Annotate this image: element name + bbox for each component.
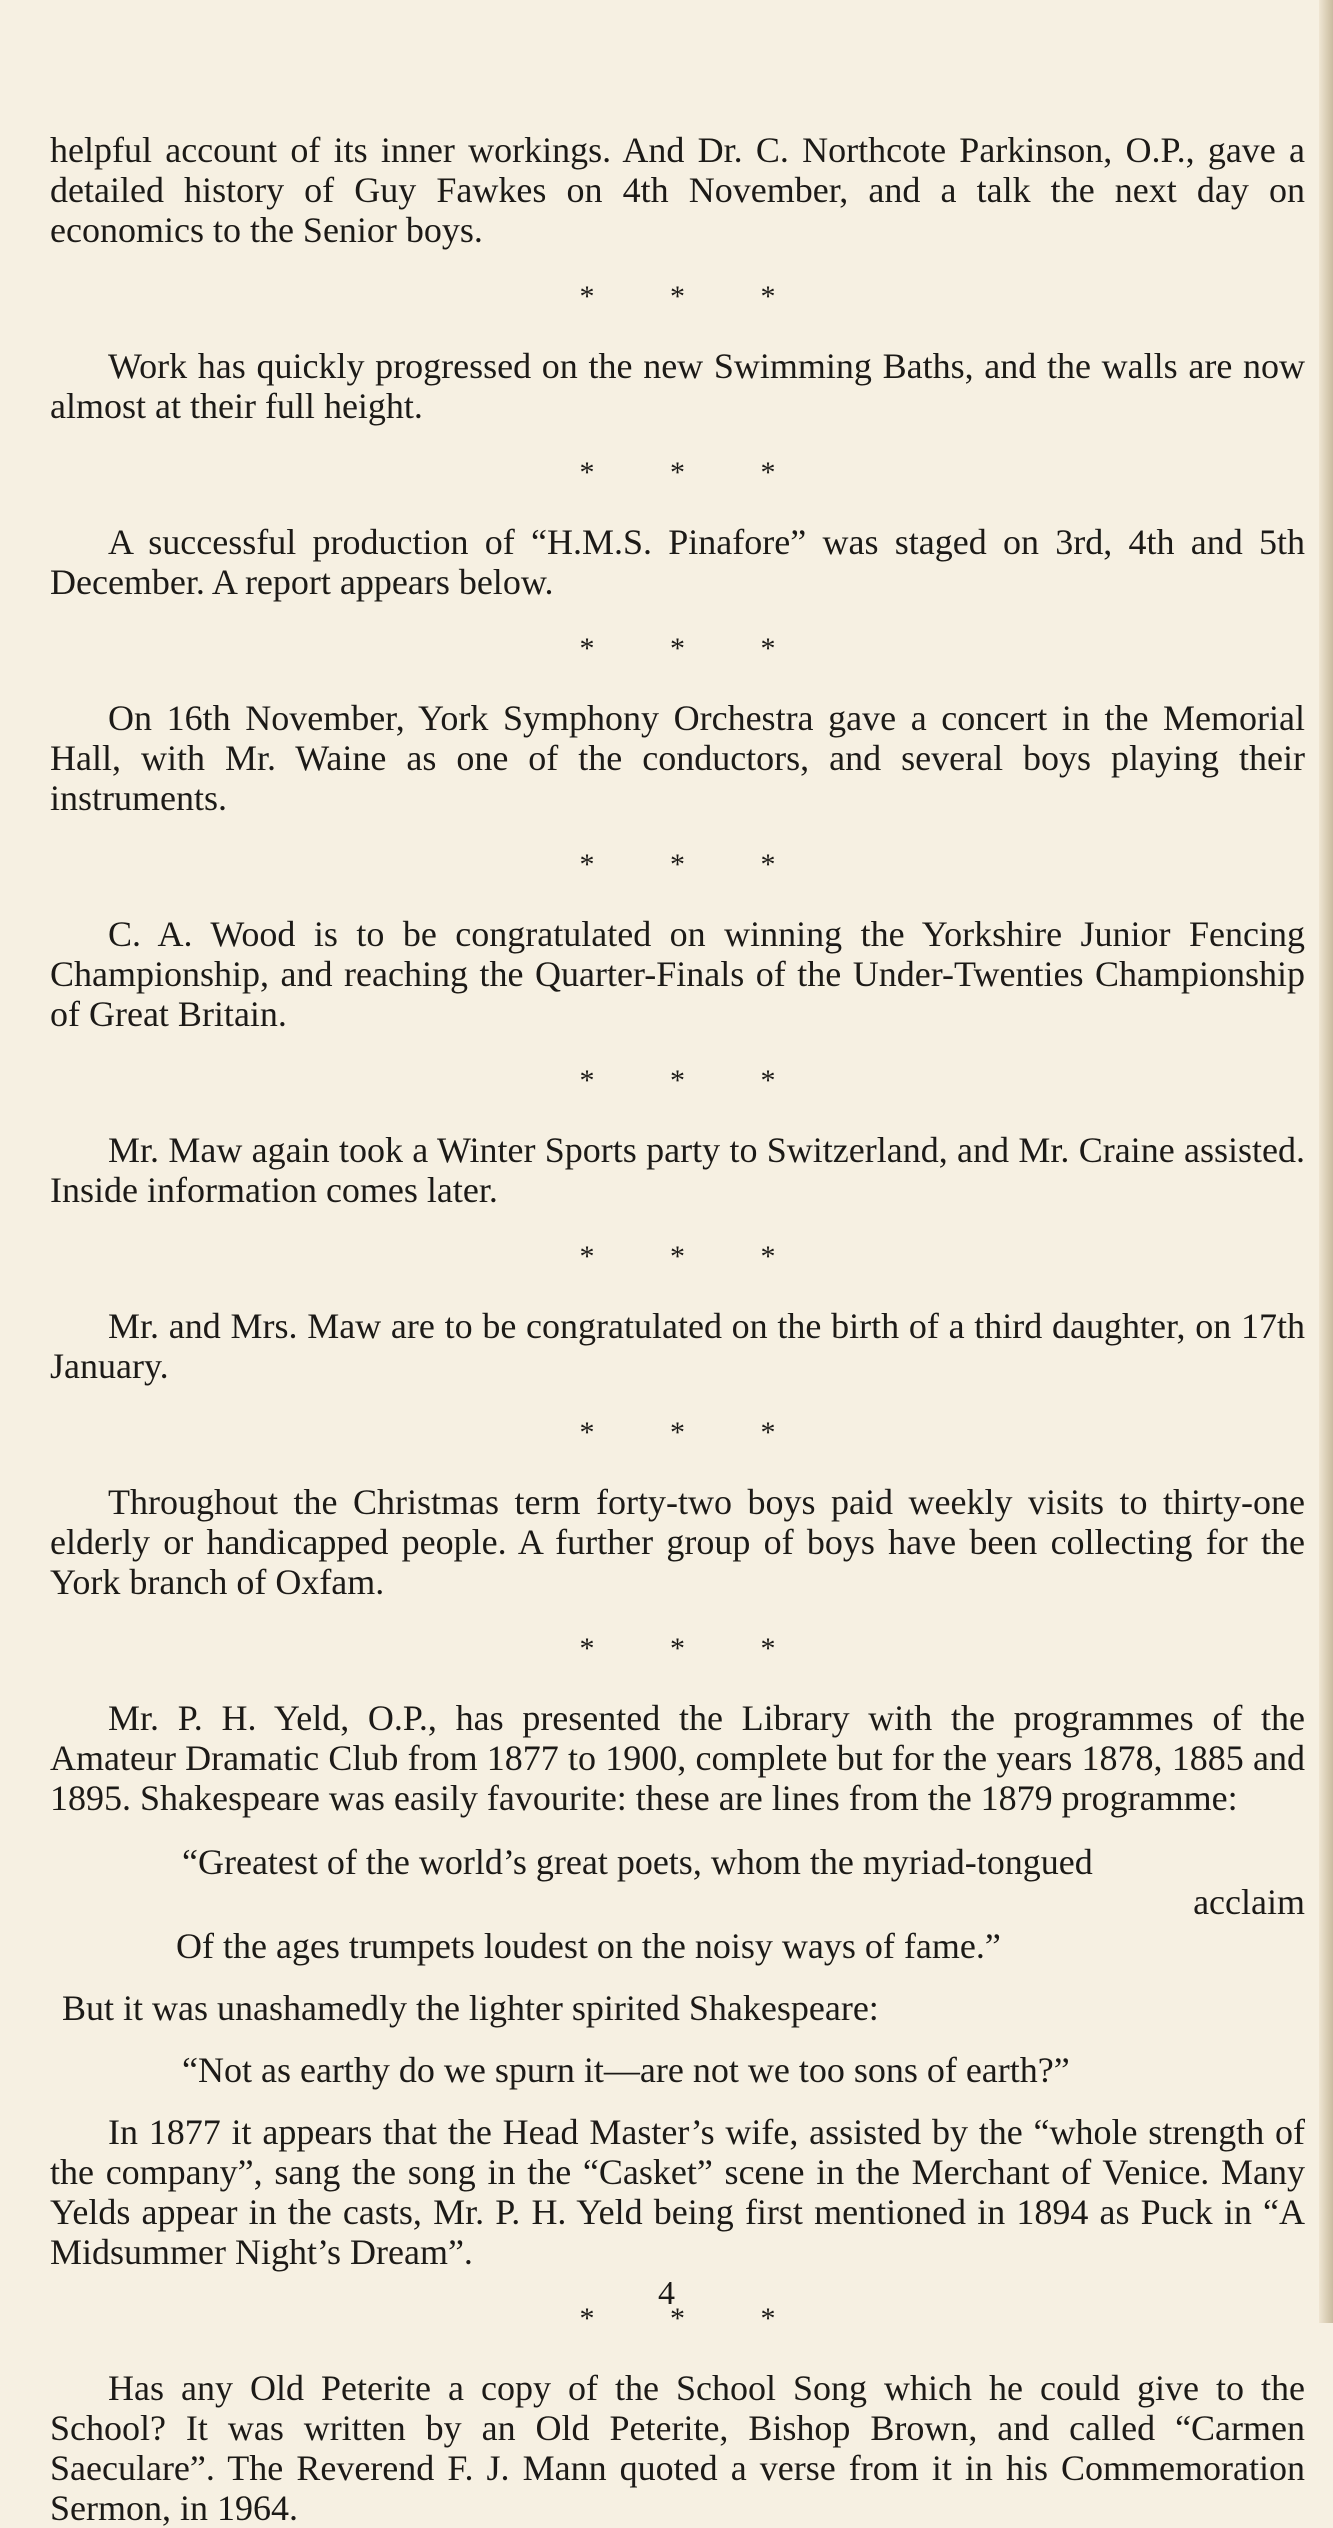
separator-stars: * * *: [579, 280, 810, 313]
separator-stars: * * *: [579, 632, 810, 665]
paragraph-visits: Throughout the Christmas term forty-two boys paid weekly visits to thirty-one elderly or handicapped people. A further group of boys have been collecting for the York branch of Oxfam.: [50, 1482, 1305, 1602]
separator-stars: * * *: [579, 2302, 810, 2335]
separator-stars: * * *: [579, 1416, 810, 1449]
quote-line-2: Of the ages trumpets loudest on the noisy ways of fame.”: [176, 1926, 1001, 1966]
quote-line-3: “Not as earthy do we spurn it—are not we too sons of earth?”: [182, 2050, 1070, 2090]
quote-line-1-continuation: acclaim: [1193, 1882, 1305, 1922]
paragraph-birth: Mr. and Mrs. Maw are to be congratulated on the birth of a third daughter, on 17th January.: [50, 1306, 1305, 1386]
page-number: 4: [658, 2275, 675, 2312]
paragraph-fencing: C. A. Wood is to be congratulated on winning the Yorkshire Junior Fencing Championship, and reaching the Quarter-Finals of the Under-Twenties Championship of Great Britain.: [50, 914, 1305, 1034]
paragraph-swimming-baths: Work has quickly progressed on the new Swimming Baths, and the walls are now almost at their full height.: [50, 346, 1305, 426]
paragraph-school-song: Has any Old Peterite a copy of the School Song which he could give to the School? It was written by an Old Peterite, Bishop Brown, and called “Carmen Saeculare”. The Reverend F. J. Mann quoted a verse from it in his Commemoration Sermon, in 1964.: [50, 2368, 1305, 2528]
paragraph-parkinson: helpful account of its inner workings. And Dr. C. Northcote Parkinson, O.P., gave a detailed history of Guy Fawkes on 4th November, and a talk the next day on economics to the Senior boys.: [50, 130, 1305, 250]
separator-stars: * * *: [579, 1064, 810, 1097]
paragraph-orchestra: On 16th November, York Symphony Orchestra gave a concert in the Memorial Hall, with Mr. Waine as one of the conductors, and several boys playing their instruments.: [50, 698, 1305, 818]
paragraph-winter-sports: Mr. Maw again took a Winter Sports party to Switzerland, and Mr. Craine assisted. Inside information comes later.: [50, 1130, 1305, 1210]
paragraph-library-programmes: Mr. P. H. Yeld, O.P., has presented the Library with the programmes of the Amateur Dramatic Club from 1877 to 1900, complete but for the years 1878, 1885 and 1895. Shakespeare was easily favourite: these are lines from the 1879 programme:: [50, 1698, 1305, 1818]
paragraph-pinafore: A successful production of “H.M.S. Pinafore” was staged on 3rd, 4th and 5th December. A report appears below.: [50, 522, 1305, 602]
text-line-lighter-shakespeare: But it was unashamedly the lighter spirited Shakespeare:: [62, 1988, 879, 2028]
separator-stars: * * *: [579, 1632, 810, 1665]
page-edge: [1319, 0, 1333, 2323]
page-body: [50, 130, 1305, 2528]
separator-stars: * * *: [579, 848, 810, 881]
separator-stars: * * *: [579, 456, 810, 489]
paragraph-casket-scene: In 1877 it appears that the Head Master’s wife, assisted by the “whole strength of the company”, sang the song in the “Casket” scene in the Merchant of Venice. Many Yelds appear in the casts, Mr. P. H. Yeld being first mentioned in 1894 as Puck in “A Midsummer Night’s Dream”.: [50, 2112, 1305, 2272]
separator-stars: * * *: [579, 1240, 810, 1273]
quote-line-1: “Greatest of the world’s great poets, whom the myriad-tongued: [182, 1842, 1093, 1882]
